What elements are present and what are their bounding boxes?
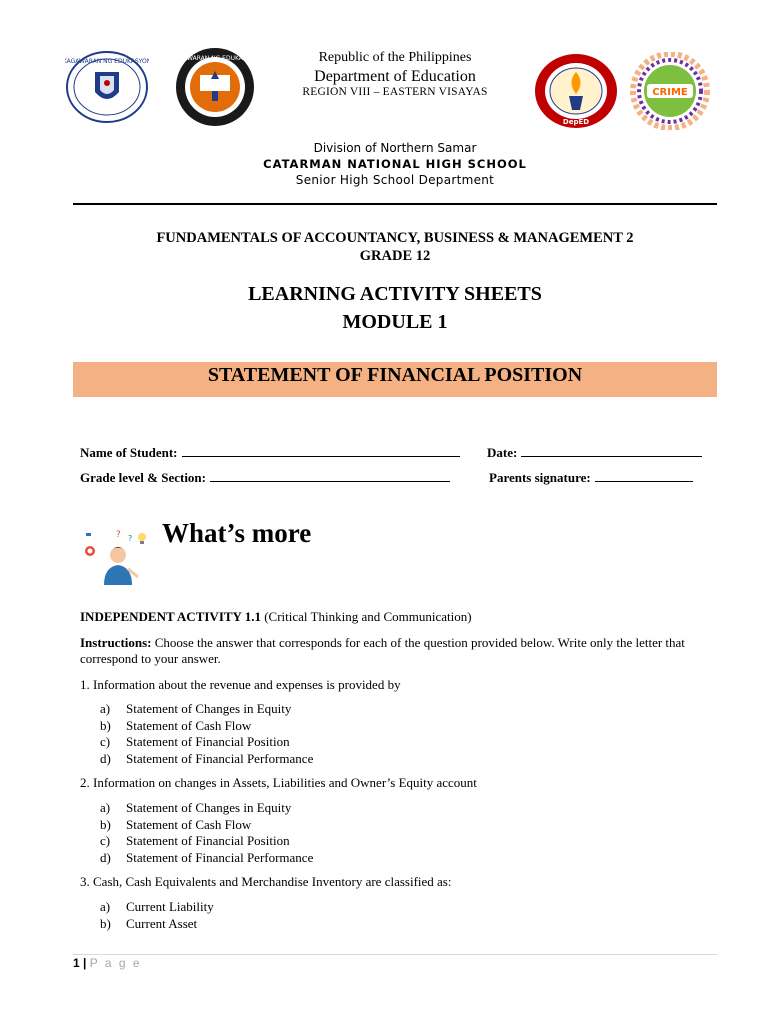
republic-heading: Republic of the Philippines xyxy=(318,50,472,65)
option-item: d) Statement of Financial Performance xyxy=(100,750,314,766)
module-title: MODULE 1 xyxy=(342,311,448,333)
section-title: What’s more xyxy=(162,518,312,548)
signature-label: Parents signature: xyxy=(489,470,591,485)
subject-title: FUNDAMENTALS OF ACCOUNTANCY, BUSINESS & MANAGEMENT 2 xyxy=(156,230,634,246)
activity-title-bold: INDEPENDENT ACTIVITY 1.1 xyxy=(80,609,261,624)
question-2: 2. Information on changes in Assets, Liabilities and Owner’s Equity account xyxy=(80,775,477,790)
grade-blank[interactable] xyxy=(210,469,450,482)
page-footer xyxy=(73,956,142,970)
topic-banner xyxy=(73,362,717,397)
footer-divider xyxy=(73,954,717,955)
signature-field[interactable] xyxy=(489,469,693,486)
option-item: a) Current Liability xyxy=(100,899,214,914)
instructions-label: Instructions: xyxy=(80,635,152,650)
svg-text:?: ? xyxy=(128,534,133,543)
date-blank[interactable] xyxy=(521,444,702,457)
option-item: c) Statement of Financial Position xyxy=(100,833,290,848)
page-number: 1 xyxy=(73,956,80,970)
option-item: b) Current Asset xyxy=(100,915,198,931)
activity-title-rest: (Critical Thinking and Communication) xyxy=(260,609,472,624)
instructions-text: Choose the answer that corresponds for each of the question provided below. Write only the letter that correspond to your answer. xyxy=(80,635,685,666)
crime-logo-text: CRIME xyxy=(652,87,688,98)
question-1-options xyxy=(100,701,313,767)
question-3-options xyxy=(100,899,214,932)
school-name: CATARMAN NATIONAL HIGH SCHOOL xyxy=(263,157,527,171)
option-item: a) Statement of Changes in Equity xyxy=(100,701,292,716)
header-divider xyxy=(73,203,717,205)
page-separator: | xyxy=(83,956,87,970)
svg-text:DepED: DepED xyxy=(562,118,590,126)
subject-heading xyxy=(73,229,717,265)
division-heading: Division of Northern Samar xyxy=(313,141,477,155)
question-3: 3. Cash, Cash Equivalents and Merchandise Inventory are classified as: xyxy=(80,874,452,889)
option-item: d) Statement of Financial Performance xyxy=(100,849,314,865)
svg-text:KAGAWARAN NG EDUKASYON: KAGAWARAN NG EDUKASYON xyxy=(65,58,149,65)
svg-text:KAGAWARAN NG EDUKASYON: KAGAWARAN NG EDUKASYON xyxy=(172,55,258,62)
grade-field[interactable] xyxy=(80,469,450,486)
option-item: c) Statement of Financial Position xyxy=(100,734,290,749)
svg-text:?: ? xyxy=(116,530,121,540)
activity-title xyxy=(80,609,710,625)
option-item: b) Statement of Cash Flow xyxy=(100,816,252,832)
question-2-options xyxy=(100,800,313,866)
department-heading: Department of Education xyxy=(314,68,476,85)
name-blank[interactable] xyxy=(182,444,460,457)
question-1: 1. Information about the revenue and expenses is provided by xyxy=(80,677,401,692)
grade-level: GRADE 12 xyxy=(359,248,431,264)
shs-department: Senior High School Department xyxy=(295,173,495,187)
page-word: P a g e xyxy=(89,956,142,970)
crime-logo xyxy=(627,52,713,130)
deped-seal-logo xyxy=(65,50,149,124)
instructions xyxy=(80,635,710,667)
date-field[interactable] xyxy=(487,444,702,461)
name-label: Name of Student: xyxy=(80,445,178,460)
las-title: LEARNING ACTIVITY SHEETS xyxy=(248,283,542,305)
option-item: b) Statement of Cash Flow xyxy=(100,717,252,733)
region-heading: REGION VIII – EASTERN VISAYAS xyxy=(302,86,488,98)
topic-title: STATEMENT OF FINANCIAL POSITION xyxy=(207,364,583,386)
name-field[interactable] xyxy=(80,444,460,461)
option-item: a) Statement of Changes in Equity xyxy=(100,800,292,815)
grade-label: Grade level & Section: xyxy=(80,470,206,485)
date-label: Date: xyxy=(487,445,518,460)
signature-blank[interactable] xyxy=(595,469,693,482)
thinking-person-icon xyxy=(80,527,150,587)
